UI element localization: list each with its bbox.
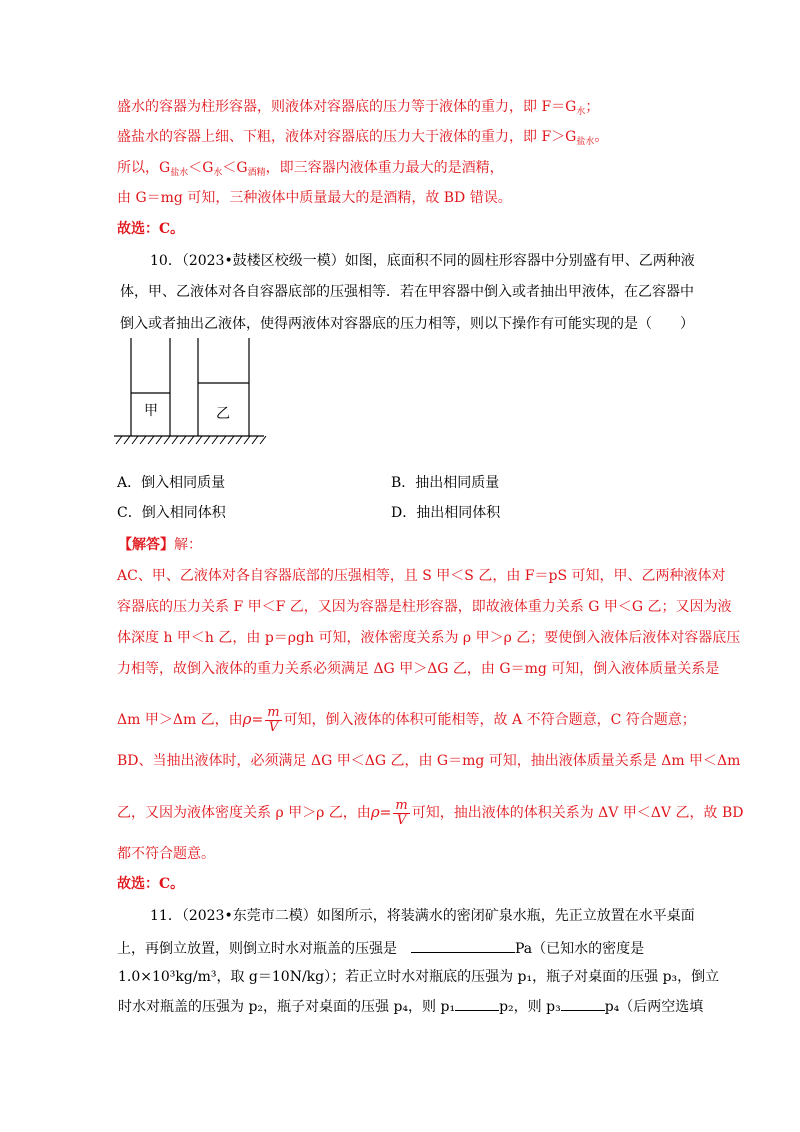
text: 乙，又因为液体密度关系 ρ 甲＞ρ 乙，由 <box>117 805 371 821</box>
answer-tag: 【解答】 <box>118 537 174 553</box>
text: ； <box>585 99 600 115</box>
subscript: 酒精 <box>247 168 266 178</box>
numerator: m <box>395 797 408 813</box>
answer-heading <box>118 535 202 555</box>
q10-line-2: 体，甲、乙液体对各自容器底部的压强相等．若在甲容器中倒入或者抽出甲液体，在乙容器中 <box>120 284 694 300</box>
label-jia: 甲 <box>144 403 158 419</box>
q11-line-1: 11．（2023•东莞市二模）如图所示，将装满水的密闭矿泉水瓶，先正立放置在水平桌面 <box>150 908 695 924</box>
equals: = <box>379 805 392 821</box>
answer-jie: 解： <box>174 537 202 553</box>
text: 所以，G <box>117 160 171 176</box>
text: 时水对瓶盖的压强为 p₂，瓶子对桌面的压强 p₄，则 p₁ <box>118 999 456 1015</box>
text: ＜G <box>222 160 248 176</box>
text: 盛水的容器为柱形容器，则液体对容器底的压力等于液体的重力，即 F＝G <box>117 99 577 115</box>
subscript: 盐水 <box>170 168 189 178</box>
text: p₂，则 p₃ <box>499 999 561 1015</box>
solution-s1: AC、甲、乙液体对各自容器底部的压强相等，且 S 甲＜S 乙，由 F＝pS 可知，甲、乙两种液体对 <box>117 568 726 584</box>
solution-s7 <box>117 797 743 828</box>
equals: = <box>251 712 264 728</box>
subscript: 盐水 <box>576 137 595 147</box>
text: 盛盐水的容器上细、下粗，液体对容器底的压力大于液体的重力，即 F＞G <box>117 129 577 145</box>
fraction-m-over-v <box>265 706 281 735</box>
q11-line-2 <box>117 938 644 959</box>
answer-blank-p3-p4[interactable] <box>561 996 605 1011</box>
answer-blank-p1-p2[interactable] <box>455 996 499 1011</box>
solution-s8: 都不符合题意。 <box>117 846 215 862</box>
solution-line-4: 由 G＝mg 可知，三种液体中质量最大的是酒精，故 BD 错误。 <box>117 190 512 206</box>
text: 可知，倒入液体的体积可能相等，故 A 不符合题意，C 符合题意； <box>283 712 696 728</box>
solution-s3: 体深度 h 甲＜h 乙，由 p＝ρgh 可知，液体密度关系为 ρ 甲＞ρ 乙；要使倒入液体后液体对容器底压 <box>117 630 741 646</box>
solution-line-1 <box>117 97 599 122</box>
option-c[interactable]: C．倒入相同体积 <box>117 505 226 521</box>
denominator: V <box>396 812 407 828</box>
solution-s6: BD、当抽出液体时，必须满足 ΔG 甲＜ΔG 乙，由 G＝mg 可知，抽出液体质量关系是 Δm 甲＜Δm <box>117 753 741 769</box>
denominator: V <box>268 719 279 735</box>
solution-line-3 <box>117 158 504 183</box>
fraction-m-over-v <box>393 799 409 828</box>
numerator: m <box>267 704 280 720</box>
rho-symbol: ρ <box>370 803 380 821</box>
container-figure <box>112 338 272 450</box>
answer-choice-q10: 故选：C。 <box>117 876 185 892</box>
text: Δm 甲＞Δm 乙，由 <box>117 712 243 728</box>
answer-blank-pressure[interactable] <box>411 938 515 953</box>
text: 上，再倒立放置，则倒立时水对瓶盖的压强是 <box>117 941 397 957</box>
solution-line-2 <box>117 127 608 152</box>
option-a[interactable]: A．倒入相同质量 <box>117 475 226 491</box>
text: p₄（后两空选填 <box>604 999 704 1015</box>
text: Pa（已知水的密度是 <box>515 941 645 957</box>
text: 。 <box>594 129 609 145</box>
subscript: 水 <box>213 168 223 178</box>
q11-line-3: 1.0×10³kg/m³，取 g＝10N/kg）；若正立时水对瓶底的压强为 p₁，瓶子对桌面的压强 p₃，倒立 <box>118 969 720 985</box>
option-b[interactable]: B．抽出相同质量 <box>391 475 500 491</box>
q10-line-1: 10．（2023•鼓楼区校级一模）如图，底面积不同的圆柱形容器中分别盛有甲、乙两种液 <box>150 253 695 269</box>
solution-s2: 容器底的压力关系 F 甲＜F 乙，又因为容器是柱形容器，即故液体重力关系 G 甲＜G 乙；又因为液 <box>117 599 732 615</box>
rho-symbol: ρ <box>242 710 252 728</box>
q10-line-3: 倒入或者抽出乙液体，使得两液体对容器底的压力相等，则以下操作有可能实现的是（ ） <box>120 316 694 332</box>
solution-s5 <box>117 704 696 735</box>
q11-line-4 <box>118 996 703 1017</box>
solution-s4: 力相等，故倒入液体的重力关系必须满足 ΔG 甲＞ΔG 乙，由 G＝mg 可知，倒入液体质量关系是 <box>117 661 720 677</box>
option-d[interactable]: D．抽出相同体积 <box>391 505 501 521</box>
text: 可知，抽出液体的体积关系为 ΔV 甲＜ΔV 乙，故 BD <box>411 805 744 821</box>
text: ＜G <box>188 160 214 176</box>
subscript: 水 <box>576 107 586 117</box>
text: ，即三容器内液体重力最大的是酒精， <box>265 160 504 176</box>
label-yi: 乙 <box>216 406 230 422</box>
answer-choice: 故选：C。 <box>117 221 185 237</box>
